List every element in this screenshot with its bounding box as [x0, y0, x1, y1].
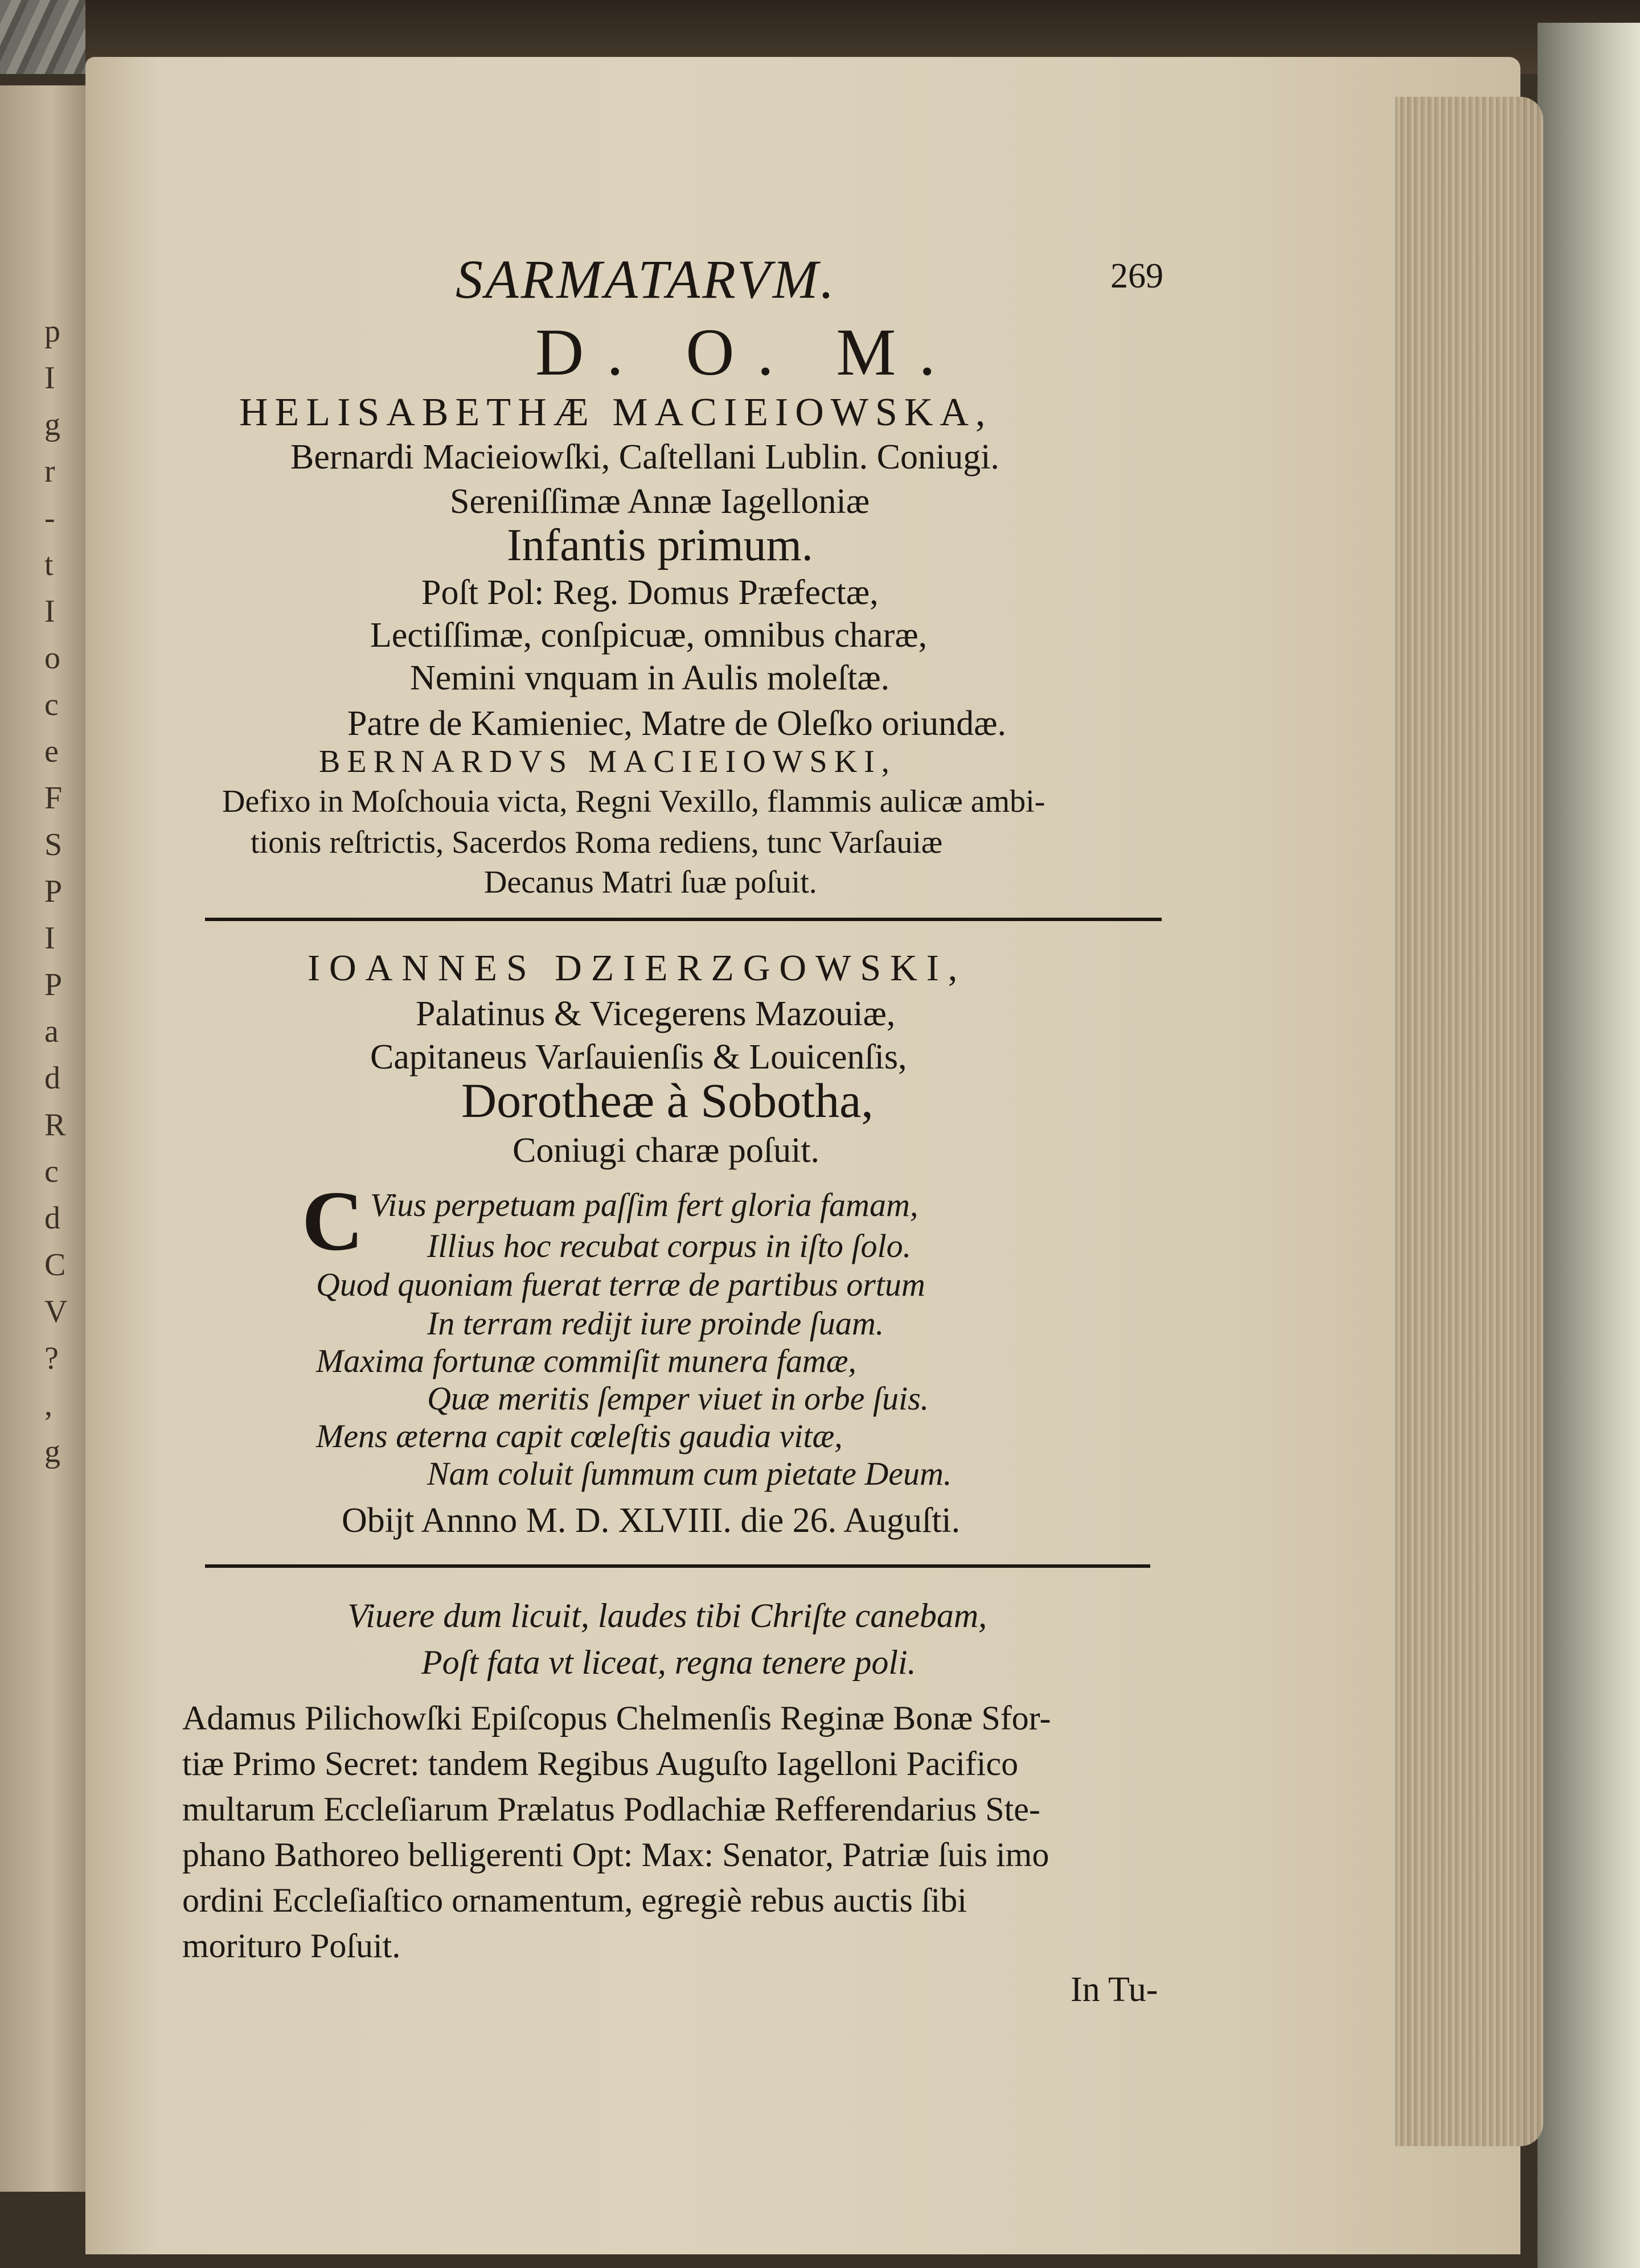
- left-page-margin-glyph: R: [44, 1107, 66, 1143]
- section-rule: [205, 918, 1162, 921]
- verse-line-1: Vius perpetuam paſſim fert gloria famam,: [370, 1186, 919, 1223]
- epitaph-1-line-2: Sereniſſimæ Annæ Iagelloniæ: [450, 482, 870, 521]
- couplet-line-1: Viuere dum licuit, laudes tibi Chriſte canebam,: [347, 1597, 987, 1634]
- left-page-margin-glyph: c: [44, 1154, 59, 1189]
- epitaph-1-dedication-3: Decanus Matri ſuæ poſuit.: [484, 865, 817, 900]
- epitaph-2-line-1: Palatinus & Vicegerens Mazouiæ,: [416, 995, 896, 1033]
- left-page-margin-glyph: r: [44, 454, 55, 489]
- epitaph-2-name: IOANNES DZIERZGOWSKI,: [308, 947, 967, 989]
- left-page-margin-glyph: d: [44, 1201, 60, 1236]
- left-page-margin-glyph: I: [44, 360, 55, 396]
- left-page-margin-glyph: P: [44, 967, 63, 1002]
- left-page-margin-glyph: ,: [44, 1387, 52, 1423]
- epitaph-1-heading: D. O. M.: [535, 315, 958, 389]
- left-page-margin-glyph: d: [44, 1061, 60, 1096]
- verse-line-8: Nam coluit ſummum cum pietate Deum.: [427, 1455, 952, 1492]
- left-page-margin-glyph: F: [44, 780, 63, 816]
- obit-line: Obijt Annno M. D. XLVIII. die 26. Auguſti.: [342, 1501, 961, 1540]
- epitaph-1-line-4: Poſt Pol: Reg. Domus Præfectæ,: [421, 573, 879, 612]
- left-page-margin-glyph: g: [44, 1434, 60, 1469]
- prose-line-6: morituro Poſuit.: [182, 1927, 401, 1965]
- left-page-margin-glyph: p: [44, 314, 60, 349]
- verse-line-5: Maxima fortunæ commiſit munera famæ,: [316, 1342, 856, 1379]
- left-page-margin-glyph: e: [44, 734, 59, 769]
- prose-line-5: ordini Eccleſiaſtico ornamentum, egregiè rebus auctis ſibi: [182, 1881, 967, 1919]
- verse-line-4: In terram redijt iure proinde ſuam.: [427, 1305, 884, 1342]
- prose-line-4: phano Bathoreo belligerenti Opt: Max: Senator, Patriæ ſuis imo: [182, 1836, 1049, 1873]
- left-page-margin-glyph: -: [44, 500, 55, 536]
- drop-cap: C: [302, 1174, 364, 1268]
- verse-line-7: Mens æterna capit cœleſtis gaudia vitæ,: [316, 1418, 843, 1455]
- prose-line-2: tiæ Primo Secret: tandem Regibus Auguſto Iagelloni Pacifico: [182, 1745, 1019, 1782]
- epitaph-1-line-7: Patre de Kamieniec, Matre de Oleſko oriundæ.: [347, 704, 1006, 743]
- left-page-margin-glyph: V: [44, 1294, 68, 1329]
- couplet-line-2: Poſt fata vt liceat, regna tenere poli.: [421, 1644, 916, 1681]
- left-page-edge: [0, 85, 85, 2192]
- left-page-margin-glyph: I: [44, 921, 55, 956]
- epitaph-1-line-3: Infantis primum.: [507, 520, 813, 570]
- prose-line-3: multarum Eccleſiarum Prælatus Podlachiæ Refferendarius Ste-: [182, 1790, 1040, 1828]
- left-page-margin-glyph: t: [44, 547, 54, 582]
- epitaph-2-line-4: Coniugi charæ poſuit.: [512, 1131, 820, 1170]
- running-head: SARMATARVM.: [456, 249, 837, 310]
- verse-line-3: Quod quoniam fuerat terræ de partibus ortum: [316, 1266, 925, 1303]
- epitaph-2-line-3: Dorotheæ à Sobotha,: [461, 1073, 874, 1128]
- book-cover-board: [1538, 23, 1640, 2268]
- left-page-margin-glyph: P: [44, 874, 63, 909]
- page-fore-edge: [1395, 97, 1543, 2146]
- epitaph-1-line-5: Lectiſſimæ, conſpicuæ, omnibus charæ,: [370, 616, 928, 655]
- epitaph-1-dedicator: BERNARDVS MACIEIOWSKI,: [319, 744, 896, 779]
- left-page-margin-glyph: C: [44, 1247, 66, 1283]
- verse-line-2: Illius hoc recubat corpus in iſto ſolo.: [427, 1227, 912, 1264]
- prose-line-1: Adamus Pilichowſki Epiſcopus Chelmenſis Reginæ Bonæ Sfor-: [182, 1699, 1051, 1737]
- left-page-margin-glyph: g: [44, 407, 60, 442]
- left-page-margin-glyph: a: [44, 1014, 59, 1049]
- verse-line-6: Quæ meritis ſemper viuet in orbe ſuis.: [427, 1380, 929, 1417]
- left-page-margin-glyph: o: [44, 640, 60, 676]
- section-rule: [205, 1564, 1150, 1568]
- epitaph-2-line-2: Capitaneus Varſauienſis & Louicenſis,: [370, 1038, 907, 1077]
- epitaph-1-line-1: Bernardi Macieiowſki, Caſtellani Lublin. Coniugi.: [290, 438, 999, 476]
- epitaph-1-dedication-1: Defixo in Moſchouia victa, Regni Vexillo, flammis aulicæ ambi-: [222, 784, 1046, 819]
- epitaph-1-dedication-2: tionis reſtrictis, Sacerdos Roma rediens, tunc Varſauiæ: [251, 825, 943, 860]
- left-page-margin-glyph: ?: [44, 1341, 59, 1376]
- left-page-margin-glyph: c: [44, 687, 59, 722]
- epitaph-1-name: HELISABETHÆ MACIEIOWSKA,: [239, 391, 993, 434]
- epitaph-1-line-6: Nemini vnquam in Aulis moleſtæ.: [410, 659, 890, 697]
- left-page-margin-glyph: S: [44, 827, 63, 862]
- page-number: 269: [1110, 257, 1163, 295]
- catchword: In Tu-: [1071, 1970, 1158, 2009]
- left-page-margin-glyph: I: [44, 594, 55, 629]
